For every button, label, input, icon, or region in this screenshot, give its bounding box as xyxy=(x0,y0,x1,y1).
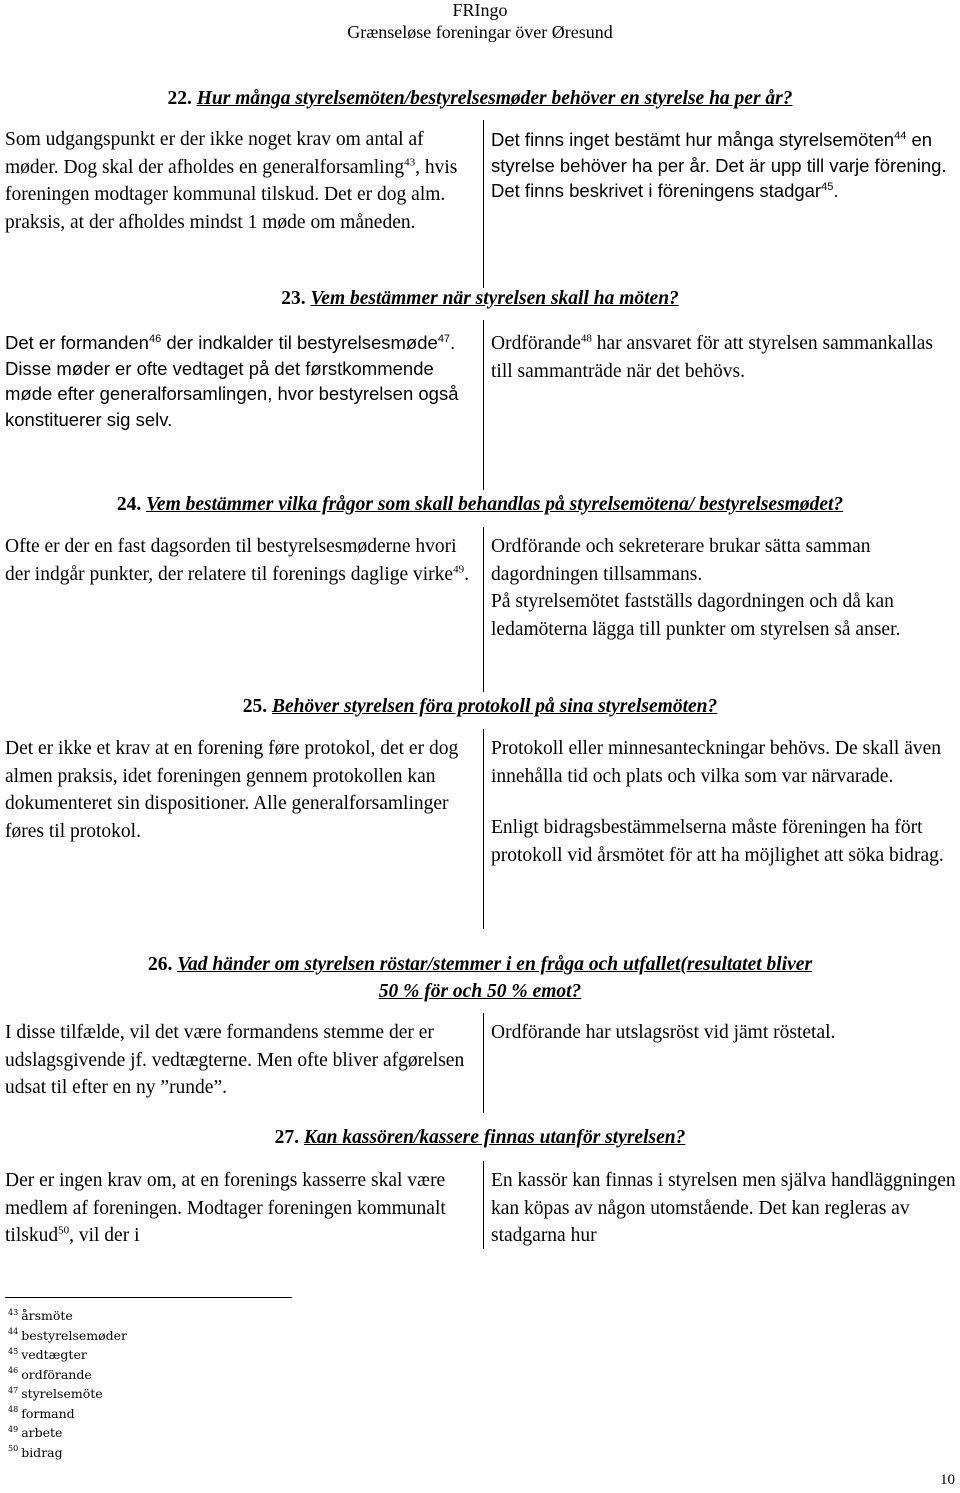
answer-27-danish: Der er ingen krav om, at en forenings kasserre skal være medlem af foreningen. Modtager foreningen kommunalt tilskud$^{50}$, vil der i xyxy=(5,1170,446,1246)
question-number: 24. xyxy=(116,494,142,515)
column-divider xyxy=(483,320,484,490)
question-text: Vem bestämmer vilka frågor som skall behandlas på styrelsemötena/ bestyrelsesmødet? xyxy=(146,494,844,515)
question-22 xyxy=(0,88,960,110)
question-text: Behöver styrelsen föra protokoll på sina styrelsemöten? xyxy=(272,696,718,717)
document-title: FRIngo xyxy=(452,0,508,20)
column-divider xyxy=(483,1161,484,1249)
column-divider xyxy=(483,120,484,288)
footnote: $^{47}$ styrelsemöte xyxy=(8,1385,103,1401)
question-number: 26. xyxy=(147,954,173,975)
column-divider xyxy=(483,1013,484,1113)
question-23 xyxy=(0,288,960,310)
question-text-line1: Vad händer om styrelsen röstar/stemmer i en fråga och utfallet(resultatet bliver xyxy=(177,954,813,975)
column-divider xyxy=(483,729,484,929)
footnote: $^{50}$ bidrag xyxy=(8,1444,63,1460)
answer-22-swedish: Det finns inget bestämt hur många styrelsemöten$^{44}$ en styrelse behöver ha per år. Det är upp till varje förening. Det finns beskrivet i föreningens stadgar$^{45}$. xyxy=(491,129,947,201)
document-subtitle: Grænseløse foreningar över Øresund xyxy=(347,22,613,42)
footnote: $^{43}$ årsmöte xyxy=(8,1307,73,1323)
question-number: 27. xyxy=(274,1127,300,1148)
answer-26-danish: I disse tilfælde, vil det være formandens stemme der er udslagsgivende jf. vedtægterne. Men ofte bliver afgørelsen udsat til efter en ny ”runde”. xyxy=(5,1022,465,1098)
answer-27-swedish: En kassör kan finnas i styrelsen men själva handläggningen kan köpas av någon utomstående. Det kan regleras av stadgarna hur xyxy=(491,1170,956,1246)
answer-24-swedish: Ordförande och sekreterare brukar sätta samman dagordningen tillsammans. På styrelsemötet fastställs dagordningen och då kan ledamöterna lägga till punkter om styrelsen så anser. xyxy=(491,536,901,640)
question-number: 25. xyxy=(242,696,268,717)
footnote: $^{44}$ bestyrelsemøder xyxy=(8,1327,128,1343)
column-divider xyxy=(483,527,484,692)
question-number: 23. xyxy=(281,288,306,309)
footnote-separator xyxy=(5,1297,292,1298)
question-text: Vem bestämmer när styrelsen skall ha möten? xyxy=(310,288,679,309)
question-26-line2 xyxy=(0,981,960,1003)
question-25 xyxy=(0,696,960,718)
footnote: $^{45}$ vedtægter xyxy=(8,1346,87,1362)
question-text-line2: 50 % för och 50 % emot? xyxy=(378,981,582,1002)
question-text: Kan kassören/kassere finnas utanför styrelsen? xyxy=(303,1127,686,1148)
answer-24-danish: Ofte er der en fast dagsorden til bestyrelsesmøderne hvori der indgår punkter, der relatere til forenings daglige virke$^{49}$. xyxy=(5,536,469,585)
answer-23-danish: Det er formanden$^{46}$ der indkalder til bestyrelsesmøde$^{47}$. Disse møder er ofte vedtaget på det førstkommende møde efter generalforsamlingen, hvor bestyrelsen også konstituerer sig selv. xyxy=(5,332,459,430)
question-text: Hur många styrelsemöten/bestyrelsesmøder behöver en styrelse ha per år? xyxy=(196,88,793,109)
footnotes xyxy=(8,1306,127,1462)
question-26 xyxy=(0,954,960,976)
answer-22-danish: Som udgangspunkt er der ikke noget krav om antal af møder. Dog skal der afholdes en generalforsamling$^{43}$, hvis foreningen modtager kommunal tilskud. Det er dog alm. praksis, at der afholdes mindst 1 møde om måneden. xyxy=(5,129,458,233)
question-24 xyxy=(0,494,960,516)
footnote: $^{48}$ formand xyxy=(8,1405,75,1421)
footnote: $^{46}$ ordförande xyxy=(8,1366,92,1382)
question-27 xyxy=(0,1127,960,1149)
answer-26-swedish: Ordförande har utslagsröst vid jämt röstetal. xyxy=(491,1022,836,1043)
answer-25-danish: Det er ikke et krav at en forening føre protokol, det er dog almen praksis, idet foreningen gennem protokollen kan dokumenteret sin dispositioner. Alle generalforsamlinger føres til protokol. xyxy=(5,738,459,842)
footnote: $^{49}$ arbete xyxy=(8,1424,63,1440)
answer-25-swedish: Protokoll eller minnesanteckningar behövs. De skall även innehålla tid och plats och vilka som var närvarade. Enligt bidragsbestämmelserna måste föreningen ha fört protokoll vid årsmötet för att ha möjlighet att söka bidrag. xyxy=(491,738,944,866)
page-number: 10 xyxy=(940,1472,955,1488)
answer-23-swedish: Ordförande$^{48}$ har ansvaret för att styrelsen sammankallas till sammanträde när det behövs. xyxy=(491,332,934,382)
question-number: 22. xyxy=(167,88,192,109)
